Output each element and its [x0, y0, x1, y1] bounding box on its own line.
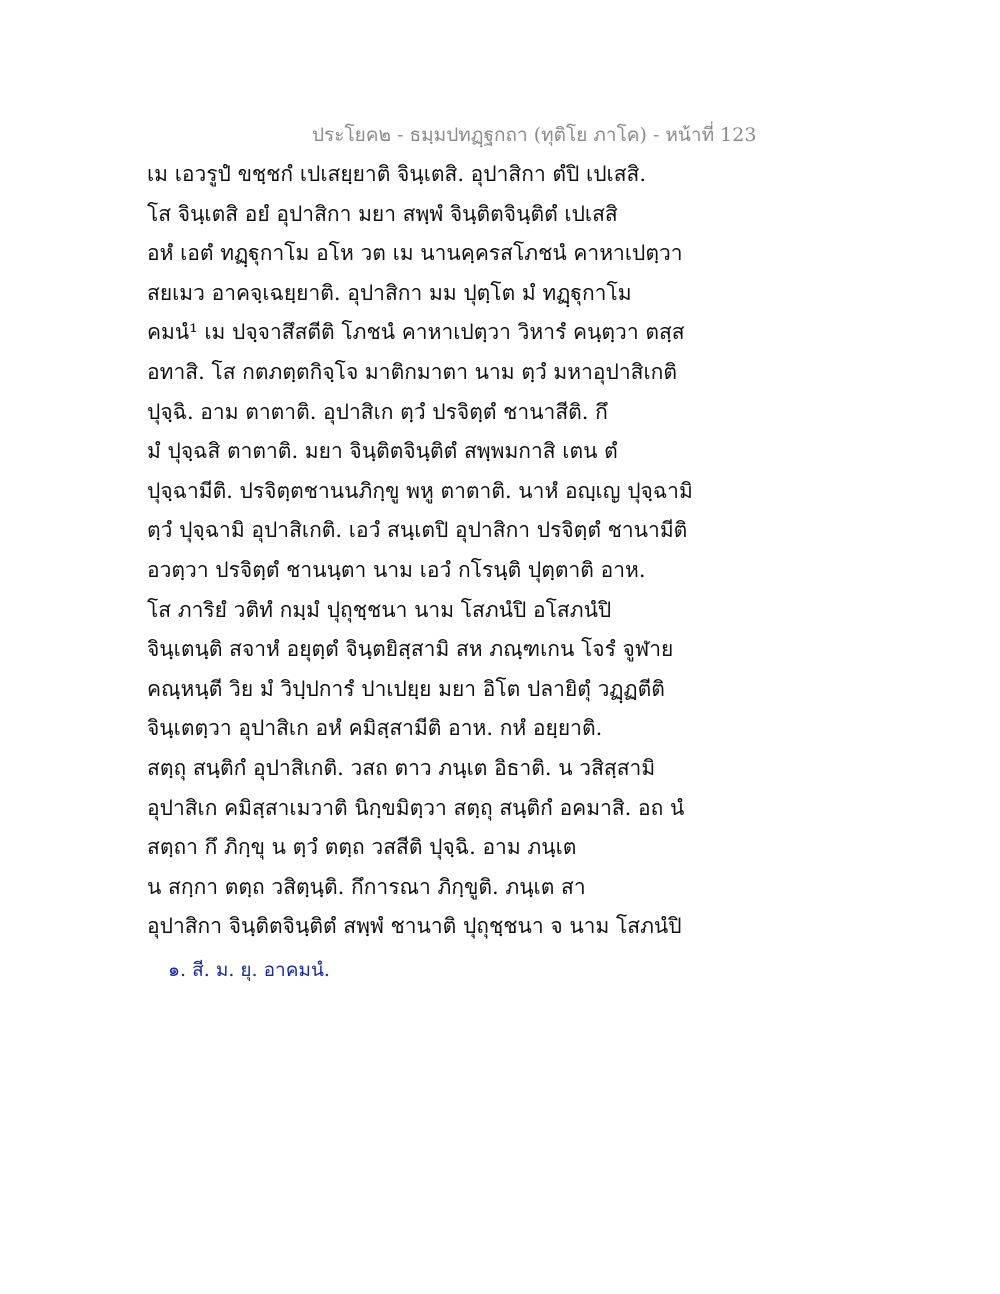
- text-line: คมนํ¹ เม ปจฺจาสึสตีติ โภชนํ คาหาเปตฺวา วิหารํ คนฺตฺวา ตสฺส: [147, 320, 685, 345]
- text-line: สยเมว อาคจฺเฉยฺยาติ. อุปาสิกา มม ปุตฺโต มํ ทฏฺฐุกาโม: [147, 280, 632, 305]
- text-line: มํ ปุจฺฉสิ ตาตาติ. มยา จินฺติตจินฺติตํ สพฺพมกาสิ เตน ตํ: [147, 439, 618, 464]
- text-line: อหํ เอตํ ทฏฺฐุกาโม อโห วต เม นานคฺครสโภชนํ คาหาเปตฺวา: [147, 241, 683, 266]
- text-line: ตฺวํ ปุจฺฉามิ อุปาสิเกติ. เอวํ สนฺเตปิ อุปาสิกา ปรจิตฺตํ ชานามีติ: [147, 518, 688, 543]
- text-line: โส จินฺเตสิ อยํ อุปาสิกา มยา สพฺพํ จินฺติตจินฺติตํ เปเสสิ: [147, 201, 618, 226]
- text-line: ปุจฺฉิ. อาม ตาตาติ. อุปาสิเก ตฺวํ ปรจิตฺตํ ชานาสีติ. กึ: [147, 399, 608, 424]
- text-line: โส ภาริยํ วติทํ กมฺมํ ปุถุชฺชนา นาม โสภนํปิ อโสภนํปิ: [147, 597, 612, 622]
- text-line: จินฺเตนฺติ สจาหํ อยุตฺตํ จินฺตยิสฺสามิ สห ภณฺฑเกน โจรํ จูฬาย: [147, 637, 674, 662]
- text-line: คณฺหนฺตี วิย มํ วิปฺปการํ ปาเปยฺย มยา อิโต ปลายิตุํ วฏฺฏตีติ: [147, 676, 665, 701]
- text-line: สตฺถุ สนฺติกํ อุปาสิเกติ. วสถ ตาว ภนฺเต อิธาติ. น วสิสฺสามิ: [147, 755, 656, 780]
- text-line: อุปาสิกา จินฺติตจินฺติตํ สพฺพํ ชานาติ ปุถุชฺชนา จ นาม โสภนํปิ: [147, 914, 682, 939]
- footnote: ๑. สี. ม. ยุ. อาคมนํ.: [168, 959, 330, 981]
- text-line: น สกฺกา ตตฺถ วสิตฺนฺติ. กึการณา ภิกฺขูติ. ภนฺเต สา: [147, 874, 586, 899]
- text-line: จินฺเตตฺวา อุปาสิเก อหํ คมิสฺสามีติ อาห. กหํ อยฺยาติ.: [147, 716, 603, 741]
- text-line: ปุจฺฉามีติ. ปรจิตฺตชานนภิกฺขู พหู ตาตาติ. นาหํ อญฺเญ ปุจฺฉามิ: [147, 478, 693, 503]
- text-line: อทาสิ. โส กตภตฺตกิจฺโจ มาติกมาตา นาม ตฺวํ มหาอุปาสิเกติ: [147, 359, 677, 384]
- text-line: อวตฺวา ปรจิตฺตํ ชานนฺตา นาม เอวํ กโรนฺติ ปุตฺตาติ อาห.: [147, 557, 646, 582]
- body-text: [147, 158, 693, 950]
- text-line: อุปาสิเก คมิสฺสาเมวาติ นิกฺขมิตฺวา สตฺถุ สนฺติกํ อคมาสิ. อถ นํ: [147, 795, 685, 820]
- text-line: สตฺถา กึ ภิกฺขุ น ตฺวํ ตตฺถ วสสีติ ปุจฺฉิ. อาม ภนฺเต: [147, 835, 577, 860]
- running-header: ประโยค๒ - ธมฺมปทฏฺฐกถา (ทุติโย ภาโค) - หน้าที่ 123: [312, 124, 757, 146]
- text-line: เม เอวรูปํ ขชฺชกํ เปเสยฺยาติ จินฺเตสิ. อุปาสิกา ตํปิ เปเสสิ.: [147, 162, 647, 186]
